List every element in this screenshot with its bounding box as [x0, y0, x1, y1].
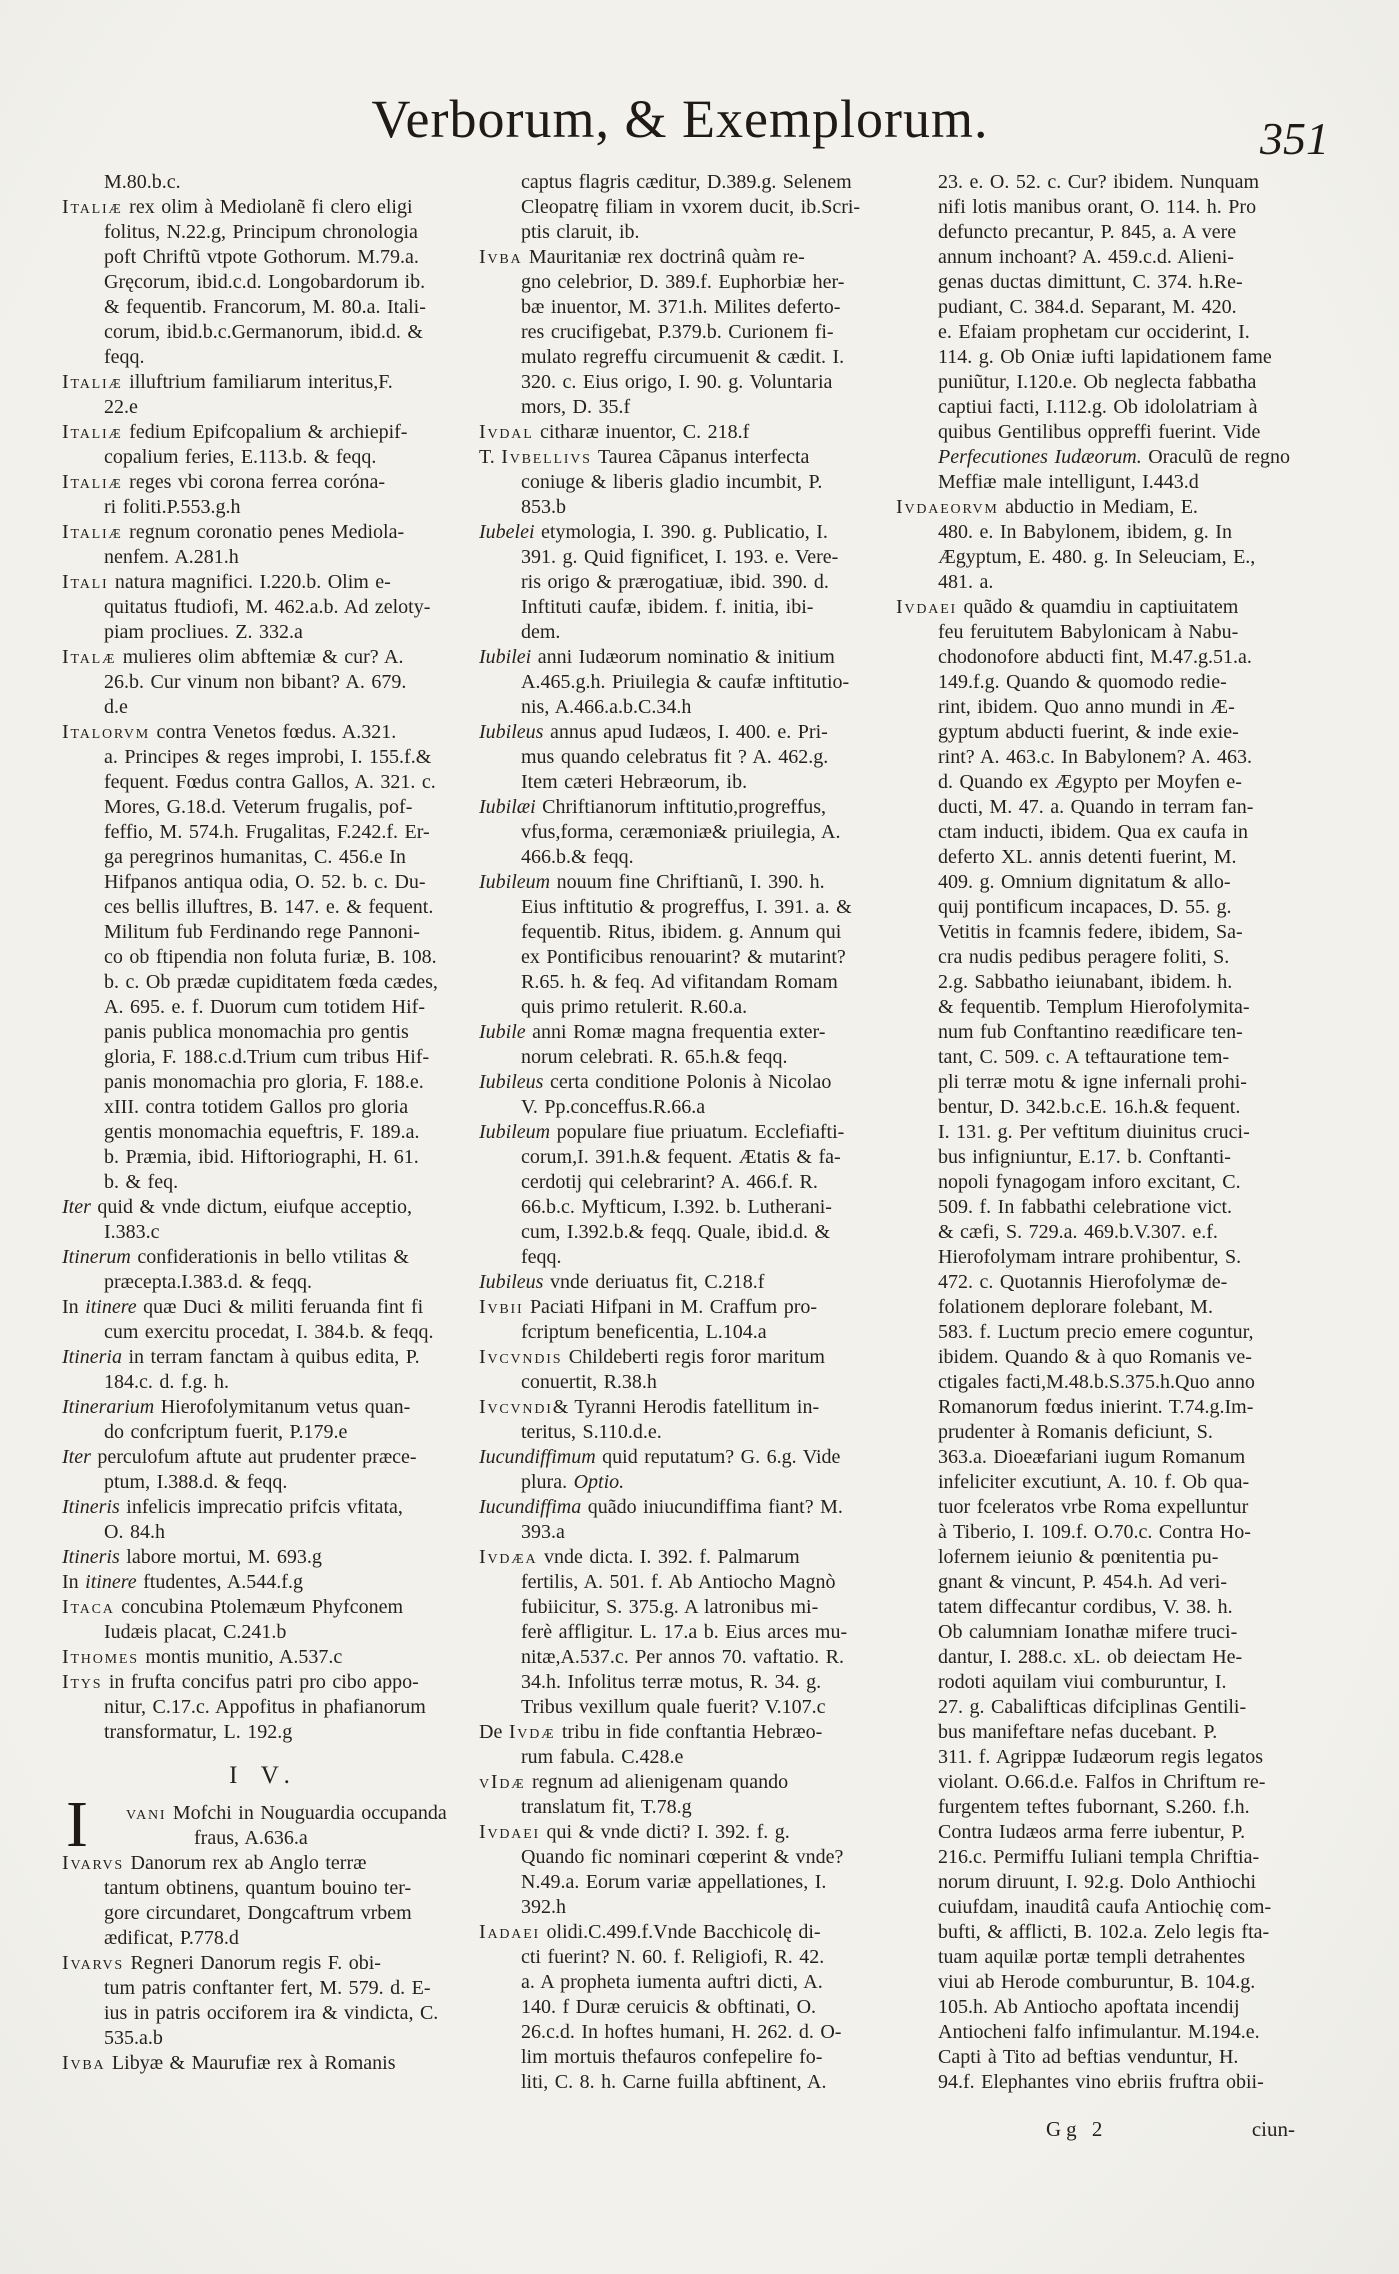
index-line: infeliciter excutiunt, A. 10. f. Ob qua- [938, 1471, 1250, 1493]
index-line: 34.h. Infolitus terræ motus, R. 34. g. [521, 1671, 822, 1693]
index-line: cra nudis pedibus peragere foliti, S. [938, 946, 1230, 968]
index-column-3 [896, 170, 1299, 2142]
index-line: captiui facti, I.112.g. Ob idololatriam à [938, 396, 1258, 418]
gathering-signature: Gg 2 [1046, 2117, 1108, 2141]
index-line: Itaca concubina Ptolemæum Phyfconem [62, 1596, 404, 1618]
index-line: 480. e. In Babylonem, ibidem, g. In [938, 521, 1232, 543]
index-line: Cleopatrę filiam in vxorem ducit, ib.Scri- [521, 196, 861, 218]
index-line: Itys in frufta concifus patri pro cibo appo- [62, 1671, 419, 1693]
small-caps-headword: Italiæ [62, 471, 123, 493]
italic-headword: Iubileus [479, 721, 544, 743]
index-line: mors, D. 35.f [521, 396, 631, 418]
index-line: copalium feries, E.113.b. & feqq. [104, 446, 377, 468]
index-line: Iubileus certa conditione Polonis à Nicolao [479, 1071, 832, 1093]
index-line: lim mortuis thefauros confepelire fo- [521, 2046, 823, 2068]
index-line: I.383.c [104, 1221, 160, 1243]
index-line: Ivdaei qui & vnde dicti? I. 392. f. g. [479, 1821, 790, 1843]
index-line: plura. Optio. [521, 1471, 625, 1493]
index-line: violant. O.66.d.e. Falfos in Chriftum re- [938, 1771, 1266, 1793]
index-column-2 [479, 170, 882, 2142]
small-caps-headword: Ivarvs [62, 1852, 124, 1874]
index-line: Iudæis placat, C.241.b [104, 1621, 287, 1643]
index-line: tant, C. 509. c. A teftauratione tem- [938, 1046, 1230, 1068]
index-line: 391. g. Quid fignificet, I. 193. e. Vere- [521, 546, 839, 568]
small-caps-headword: Itali [62, 571, 109, 593]
index-line: M.80.b.c. [104, 171, 181, 193]
index-line: Iubilei anni Iudæorum nominatio & initium [479, 646, 835, 668]
small-caps-headword: Ivdæa [479, 1546, 538, 1568]
index-line: ctam inducti, ibidem. Qua ex caufa in [938, 821, 1249, 843]
index-line: Tribus vexillum quale fuerit? V.107.c [521, 1696, 826, 1718]
index-line: Italiæ rex olim à Mediolanẽ fi clero eligi [62, 196, 413, 218]
index-line: Iucundiffimum quid reputatum? G. 6.g. Vide [479, 1446, 841, 1468]
index-line: 363.a. Dioeæfariani iugum Romanum [938, 1446, 1246, 1468]
index-line: gyptum abducti fuerint, & inde exie- [938, 721, 1239, 743]
index-line: bentur, D. 342.b.c.E. 16.h.& fequent. [938, 1096, 1241, 1118]
index-line: 184.c. d. f.g. h. [104, 1371, 230, 1393]
index-line: nis, A.466.a.b.C.34.h [521, 696, 692, 718]
index-line: feu feruitutem Babylonicam à Nabu- [938, 621, 1239, 643]
index-line: corum,I. 391.h.& fequent. Ætatis & fa- [521, 1146, 841, 1168]
index-line: In itinere quæ Duci & militi feruanda fint fi [62, 1296, 424, 1318]
index-line: conuertit, R.38.h [521, 1371, 657, 1393]
index-line: furgentem teftes fubornant, S.260. f.h. [938, 1796, 1250, 1818]
italic-headword: Iubelei [479, 521, 535, 543]
index-line: genas ductas dimittunt, C. 374. h.Re- [938, 271, 1243, 293]
index-line: 320. c. Eius origo, I. 90. g. Voluntaria [521, 371, 833, 393]
index-line: 23. e. O. 52. c. Cur? ibidem. Nunquam [938, 171, 1259, 193]
index-line: nenfem. A.281.h [104, 546, 239, 568]
index-line: Italiæ reges vbi corona ferrea coróna- [62, 471, 386, 493]
index-line: 392.h [521, 1896, 566, 1918]
index-line: tum patris conftanter fert, M. 579. d. E- [104, 1977, 431, 1999]
index-line: 114. g. Ob Oniæ iufti lapidationem fame [938, 346, 1272, 368]
index-line: A. 695. e. f. Duorum cum totidem Hif- [104, 996, 425, 1018]
index-line: ri foliti.P.553.g.h [104, 496, 241, 518]
index-line: Italiæ regnum coronatio penes Mediola- [62, 521, 405, 543]
index-line: cerdotij qui celebrarint? A. 466.f. R. [521, 1171, 818, 1193]
index-line: d.e [104, 696, 128, 718]
index-line: num fub Conftantino reædificare ten- [938, 1021, 1243, 1043]
small-caps-headword: Ivdaei [896, 596, 958, 618]
index-line: 535.a.b [104, 2027, 163, 2049]
index-line: 27. g. Cabalifticas difciplinas Gentili- [938, 1696, 1247, 1718]
index-line: 216.c. Permiffu Iuliani templa Chriftia- [938, 1846, 1260, 1868]
index-line: do confcriptum fuerit, P.179.e [104, 1421, 348, 1443]
catchword: ciun- [1251, 2117, 1295, 2141]
index-line: Ivdaei quãdo & quamdiu in captiuitatem [896, 596, 1239, 618]
index-line: ris origo & prærogatiuæ, ibid. 390. d. [521, 571, 829, 593]
index-line: gentis monomachia equeftris, F. 189.a. [104, 1121, 420, 1143]
index-line: annum inchoant? A. 459.c.d. Alieni- [938, 246, 1234, 268]
small-caps-headword: Ivcvndi [479, 1396, 553, 1418]
index-line: bufti, & afflicti, B. 102.a. Zelo legis fta- [938, 1921, 1270, 1943]
index-line: bus manifeftare nefas ducebant. P. [938, 1721, 1218, 1743]
italic-headword: Iubile [479, 1021, 526, 1043]
index-line: 409. g. Omnium dignitatum & allo- [938, 871, 1231, 893]
index-line: Capti à Tito ad beftias venduntur, H. [938, 2046, 1239, 2068]
small-caps-headword: Italiæ [62, 196, 123, 218]
index-line: e. Efaiam prophetam cur occiderint, I. [938, 321, 1250, 343]
small-caps-headword: Itys [62, 1671, 103, 1693]
index-line: Italorvm contra Venetos fœdus. A.321. [62, 721, 397, 743]
index-line: Iubileus vnde deriuatus fit, C.218.f [479, 1271, 765, 1293]
index-line: 472. c. Quotannis Hierofolymæ de- [938, 1271, 1228, 1293]
small-caps-headword: Italiæ [62, 371, 123, 393]
index-line: Iubileum nouum fine Chriftianũ, I. 390. h. [479, 871, 825, 893]
index-line: mus quando celebratus fit ? A. 462.g. [521, 746, 829, 768]
index-line: & fequentib. Templum Hierofolymita- [938, 996, 1250, 1018]
index-line: bæ inuentor, M. 371.h. Milites deferto- [521, 296, 841, 318]
italic-headword: Iubileus [479, 1071, 544, 1093]
index-line: 26.b. Cur vinum non bibant? A. 679. [104, 671, 407, 693]
small-caps-headword: Ivba [479, 246, 523, 268]
index-line: bus infigniuntur, E.17. b. Conftanti- [938, 1146, 1231, 1168]
index-line: Itinerum confiderationis in bello vtilitas & [62, 1246, 409, 1268]
small-caps-headword: Ivdaei [479, 1821, 541, 1843]
index-line: tantum obtinens, quantum bouino ter- [104, 1877, 412, 1899]
index-line: cti fuerint? N. 60. f. Religiofi, R. 42. [521, 1946, 825, 1968]
index-line: ces bellis illuftres, B. 147. e. & fequent. [104, 896, 434, 918]
index-line: ius in patris occiforem ira & vindicta, C. [104, 2002, 439, 2024]
index-text-block [62, 170, 1299, 2142]
index-line: quij pontificum incapaces, D. 55. g. [938, 896, 1232, 918]
index-line: nitæ,A.537.c. Per annos 70. vaftatio. R. [521, 1646, 845, 1668]
index-line: a. Principes & reges improbi, I. 155.f.& [104, 746, 432, 768]
index-line: Iadaei olidi.C.499.f.Vnde Bacchicolę di- [479, 1921, 821, 1943]
small-caps-headword: Ivba [62, 2052, 106, 2074]
index-line: Ob calumniam Ionathæ mifere truci- [938, 1621, 1238, 1643]
index-line: Ithomes montis munitio, A.537.c [62, 1646, 343, 1668]
index-line: fubiicitur, S. 375.g. A latronibus mi- [521, 1596, 819, 1618]
index-line: præcepta.I.383.d. & feqq. [104, 1271, 312, 1293]
index-line: Gręcorum, ibid.c.d. Longobardorum ib. [104, 271, 426, 293]
index-line: 481. a. [938, 571, 994, 593]
italic-headword: Itineris [62, 1496, 120, 1518]
index-line: 94.f. Elephantes vino ebriis fruftra obii- [938, 2071, 1264, 2093]
index-line: co ob ftipendia non foluta furiæ, B. 108. [104, 946, 437, 968]
italic-headword: Perfecutiones Iudæorum. [938, 446, 1142, 468]
italic-headword: Itineria [62, 1346, 122, 1368]
italic-headword: Iubilæi [479, 796, 536, 818]
index-line: T. Ivbellivs Taurea Cãpanus interfecta [479, 446, 810, 468]
index-line: Ivba Libyæ & Maurufiæ rex à Romanis [62, 2052, 396, 2074]
italic-headword: Iubileum [479, 1121, 551, 1143]
index-line: Iubilæi Chriftianorum inftitutio,progreffus, [479, 796, 827, 818]
italic-headword: Optio. [573, 1471, 625, 1493]
index-line: ædificat, P.778.d [104, 1927, 239, 1949]
page-number: 351 [1260, 113, 1329, 164]
index-line: 105.h. Ab Antiocho apoftata incendij [938, 1996, 1240, 2018]
small-caps-headword: Ithomes [62, 1646, 139, 1668]
index-line: d. Quando ex Ægypto per Moyfen e- [938, 771, 1242, 793]
index-line: A.465.g.h. Priuilegia & caufæ inftitutio- [521, 671, 850, 693]
index-line: tuam aquilæ portæ templi detrahentes [938, 1946, 1246, 1968]
index-line: folationem deplorare folebant, M. [938, 1296, 1213, 1318]
index-line: & cæfi, S. 729.a. 469.b.V.307. e.f. [938, 1221, 1218, 1243]
index-line: Itali natura magnifici. I.220.b. Olim e- [62, 571, 391, 593]
index-line: Ivdaeorvm abductio in Mediam, E. [896, 496, 1198, 518]
index-line: Iter perculofum aftute aut prudenter præce- [62, 1446, 417, 1468]
index-line: rint, ibidem. Quo anno mundi in Æ- [938, 696, 1235, 718]
index-line: mulato regreffu circumuenit & cædit. I. [521, 346, 845, 368]
index-line: 311. f. Agrippæ Iudæorum regis legatos [938, 1746, 1264, 1768]
index-line: & fequentib. Francorum, M. 80.a. Itali- [104, 296, 426, 318]
index-line: prudenter à Romanis deficiunt, S. [938, 1421, 1213, 1443]
index-line: 149.f.g. Quando & quomodo redie- [938, 671, 1227, 693]
italic-headword: Iucundiffima [479, 1496, 582, 1518]
index-line: translatum fit, T.78.g [521, 1796, 692, 1818]
index-line: 466.b.& feqq. [521, 846, 634, 868]
index-line: Vetitis in fcamnis federe, ibidem, Sa- [938, 921, 1243, 943]
small-caps-headword: vIdæ [479, 1771, 526, 1793]
index-line: liti, C. 8. h. Carne fuilla abftinent, A. [521, 2071, 827, 2093]
index-line: ptum, I.388.d. & feqq. [104, 1471, 288, 1493]
section-heading: I V. [229, 1762, 298, 1789]
index-line: quibus Gentilibus oppreffi fuerint. Vide [938, 421, 1261, 443]
index-line: Antiocheni falfo infimulantur. M.194.e. [938, 2021, 1260, 2043]
index-line: norum celebrati. R. 65.h.& feqq. [521, 1046, 788, 1068]
index-line: tuor fceleratos vrbe Roma expelluntur [938, 1496, 1249, 1518]
index-line: V. Pp.conceffus.R.66.a [521, 1096, 706, 1118]
index-line: fcriptum beneficentia, L.104.a [521, 1321, 767, 1343]
index-line: Itineris infelicis imprecatio prifcis vfitata, [62, 1496, 403, 1518]
index-line: nitur, C.17.c. Appofitus in phafianorum [104, 1696, 426, 1718]
small-caps-headword: Ivbellivs [501, 446, 592, 468]
index-line: vfus,forma, ceræmoniæ& priuilegia, A. [521, 821, 841, 843]
index-line: 140. f Duræ ceruicis & obftinati, O. [521, 1996, 817, 2018]
index-line: chodonofore abducti fint, M.47.g.51.a. [938, 646, 1252, 668]
index-line: ibidem. Quando & à quo Romanis ve- [938, 1346, 1252, 1368]
index-line: poft Chriftũ vtpote Gothorum. M.79.a. [104, 246, 419, 268]
small-caps-headword: Ivdal [479, 421, 534, 443]
index-line: De Ivdæ tribu in fide conftantia Hebræo- [479, 1721, 823, 1743]
italic-headword: Iter [62, 1196, 91, 1218]
small-caps-headword: Italorvm [62, 721, 151, 743]
small-caps-headword: Ivdæ [508, 1721, 556, 1743]
italic-headword: Iubileum [479, 871, 551, 893]
index-line: Iter quid & vnde dictum, eiufque acceptio, [62, 1196, 413, 1218]
index-line: Quando fic nominari cœperint & vnde? [521, 1846, 844, 1868]
index-line: Militum fub Ferdinando rege Pannoni- [104, 921, 420, 943]
small-caps-headword: Ivarvs [62, 1952, 124, 1974]
index-line: Ivba Mauritaniæ rex doctrinâ quàm re- [479, 246, 805, 268]
index-line: xIII. contra totidem Gallos pro gloria [104, 1096, 409, 1118]
index-line: fequentib. Ritus, ibidem. g. Annum qui [521, 921, 842, 943]
index-line: panis publica monomachia pro gentis [104, 1021, 409, 1043]
index-line: panis monomachia pro gloria, F. 188.e. [104, 1071, 424, 1093]
index-line: gno celebrior, D. 389.f. Euphorbiæ her- [521, 271, 845, 293]
index-line: Item cæteri Hebræorum, ib. [521, 771, 748, 793]
index-line: cum, I.392.b.& feqq. Quale, ibid.d. & [521, 1221, 831, 1243]
index-line: 583. f. Luctum precio emere coguntur, [938, 1321, 1254, 1343]
index-line: R.65. h. & feq. Ad vifitandam Romam [521, 971, 838, 993]
index-line: Ivcvndis Childeberti regis foror maritum [479, 1346, 825, 1368]
index-line: a. A propheta iumenta auftri dicti, A. [521, 1971, 823, 1993]
italic-headword: itinere [85, 1571, 137, 1593]
index-line: Ægyptum, E. 480. g. In Seleuciam, E., [938, 546, 1256, 568]
small-caps-headword: Italæ [62, 646, 117, 668]
index-line: 853.b [521, 496, 566, 518]
index-line: b. & feq. [104, 1171, 179, 1193]
index-line: I. 131. g. Per veftitum diuinitus cruci- [938, 1121, 1250, 1143]
index-line: folitus, N.22.g, Principum chronologia [104, 221, 418, 243]
index-line: Ivdal citharæ inuentor, C. 218.f [479, 421, 750, 443]
index-line: ducti, M. 47. a. Quando in terram fan- [938, 796, 1254, 818]
index-line: Iubileus annus apud Iudæos, I. 400. e. Pri- [479, 721, 828, 743]
index-line: Ivbii Paciati Hifpani in M. Craffum pro- [479, 1296, 818, 1318]
index-line: ptis claruit, ib. [521, 221, 640, 243]
index-line: feqq. [104, 346, 145, 368]
index-line: 509. f. In fabbathi celebratione vict. [938, 1196, 1233, 1218]
index-line: rodoti aquilam viui comburuntur, I. [938, 1671, 1227, 1693]
index-line: b. c. Ob prædæ cupiditatem fœda cædes, [104, 971, 438, 993]
index-line: quis primo retulerit. R.60.a. [521, 996, 748, 1018]
index-line: In itinere ftudentes, A.544.f.g [62, 1571, 303, 1593]
index-line: à Tiberio, I. 109.f. O.70.c. Contra Ho- [938, 1521, 1251, 1543]
index-line: cuiufdam, inauditâ caufa Antiochię com- [938, 1896, 1272, 1918]
index-line: ex Pontificibus renouarint? & mutarint? [521, 946, 846, 968]
index-line: Italiæ illuftrium familiarum interitus,F. [62, 371, 393, 393]
index-line: Mores, G.18.d. Veterum frugalis, pof- [104, 796, 413, 818]
index-line: Ivdæa vnde dicta. I. 392. f. Palmarum [479, 1546, 800, 1568]
index-line: rint? A. 463.c. In Babylonem? A. 463. [938, 746, 1252, 768]
index-line: vIdæ regnum ad alienigenam quando [479, 1771, 789, 1793]
running-title: Verborum, & Exemplorum. [371, 89, 989, 149]
index-line: ga peregrinos humanitas, C. 456.e In [104, 846, 406, 868]
index-line: 66.b.c. Myfticum, I.392. b. Lutherani- [521, 1196, 832, 1218]
index-line: corum, ibid.b.c.Germanorum, ibid.d. & [104, 321, 423, 343]
index-line: transformatur, L. 192.g [104, 1721, 293, 1743]
index-line: Hierofolymam intrare prohibentur, S. [938, 1246, 1242, 1268]
index-line: 393.a [521, 1521, 565, 1543]
index-line: I vani Mofchi in Nouguardia occupanda [66, 1788, 447, 1861]
index-line: dem. [521, 621, 561, 643]
index-line: N.49.a. Eorum variæ appellationes, I. [521, 1871, 827, 1893]
index-line: norum diruunt, I. 92.g. Dolo Anthiochi [938, 1871, 1257, 1893]
index-line: Itineris labore mortui, M. 693.g [62, 1546, 322, 1568]
index-line: fraus, A.636.a [194, 1827, 308, 1849]
index-line: Ivarvs Danorum rex ab Anglo terræ [62, 1852, 367, 1874]
index-line: dantur, I. 288.c. xL. ob deiectam He- [938, 1646, 1243, 1668]
italic-headword: Iter [62, 1446, 91, 1468]
index-line: Italæ mulieres olim abftemiæ & cur? A. [62, 646, 404, 668]
small-caps-headword: Italiæ [62, 421, 123, 443]
index-line: Meffiæ male intelligunt, I.443.d [938, 471, 1199, 493]
index-line: teritus, S.110.d.e. [521, 1421, 662, 1443]
index-line: b. Præmia, ibid. Hiftoriographi, H. 61. [104, 1146, 419, 1168]
index-line: Ivarvs Regneri Danorum regis F. obi- [62, 1952, 381, 1974]
index-line: tatem diffecantur cordibus, V. 38. h. [938, 1596, 1233, 1618]
index-line: O. 84.h [104, 1521, 165, 1543]
index-line: captus flagris cæditur, D.389.g. Selenem [521, 171, 852, 193]
small-caps-headword: Italiæ [62, 521, 123, 543]
italic-headword: Itineris [62, 1546, 120, 1568]
italic-headword: Iucundiffimum [479, 1446, 596, 1468]
index-line: gnant & vincunt, P. 454.h. Ad veri- [938, 1571, 1227, 1593]
index-line: Iubile anni Romæ magna frequentia exter- [479, 1021, 826, 1043]
index-line: Iubelei etymologia, I. 390. g. Publicatio, I. [479, 521, 828, 543]
index-line: quitatus ftudiofi, M. 462.a.b. Ad zeloty- [104, 596, 431, 618]
index-line: piam procliues. Z. 332.a [104, 621, 303, 643]
italic-headword: itinere [85, 1296, 137, 1318]
index-line: Romanorum fœdus inierint. T.74.g.Im- [938, 1396, 1254, 1418]
italic-headword: Iubileus [479, 1271, 544, 1293]
index-line: feqq. [521, 1246, 562, 1268]
index-line: lofernem ieiunio & pœnitentia pu- [938, 1546, 1219, 1568]
italic-headword: Itinerarium [62, 1396, 155, 1418]
index-line: Itinerarium Hierofolymitanum vetus quan- [62, 1396, 411, 1418]
small-caps-headword: Iadaei [479, 1921, 541, 1943]
index-line: gloria, F. 188.c.d.Trium cum tribus Hif- [104, 1046, 430, 1068]
index-line: Itineria in terram fanctam à quibus edita, P. [62, 1346, 420, 1368]
signature-row [896, 2117, 1299, 2142]
index-line: cum exercitu procedat, I. 384.b. & feqq. [104, 1321, 434, 1343]
italic-headword: Iubilei [479, 646, 532, 668]
small-caps-headword: Ivdaeorvm [896, 496, 999, 518]
index-line: Contra Iudæos arma ferre iubentur, P. [938, 1821, 1246, 1843]
index-line: feffio, M. 574.h. Frugalitas, F.242.f. Er- [104, 821, 430, 843]
italic-headword: Itinerum [62, 1246, 131, 1268]
index-line: fequent. Fœdus contra Gallos, A. 321. c. [104, 771, 436, 793]
index-line: Iucundiffima quãdo iniucundiffima fiant? M. [479, 1496, 843, 1518]
small-caps-headword: Itaca [62, 1596, 115, 1618]
index-line: Eius inftitutio & progreffus, I. 391. a. & [521, 896, 852, 918]
index-line: Inftituti caufæ, ibidem. f. initia, ibi- [521, 596, 814, 618]
small-caps-headword: Ivbii [479, 1296, 524, 1318]
index-line: puniũtur, I.120.e. Ob neglecta fabbatha [938, 371, 1257, 393]
index-line: defuncto precantur, P. 845, a. A vere [938, 221, 1237, 243]
index-line: pudiant, C. 384.d. Separant, M. 420. [938, 296, 1237, 318]
index-line: nopoli fynagogam inforo excitant, C. [938, 1171, 1241, 1193]
index-line: Italiæ fedium Epifcopalium & archiepif- [62, 421, 408, 443]
index-line: ctigales facti,M.48.b.S.375.h.Quo anno [938, 1371, 1255, 1393]
index-line: fertilis, A. 501. f. Ab Antiocho Magnò [521, 1571, 836, 1593]
index-line: nifi lotis manibus orant, O. 114. h. Pro [938, 196, 1257, 218]
index-column-1 [62, 170, 465, 2142]
index-line: res crucifigebat, P.379.b. Curionem fi- [521, 321, 834, 343]
index-line: Iubileum populare fiue priuatum. Ecclefiafti- [479, 1121, 845, 1143]
small-caps-headword: Ivcvndis [479, 1346, 563, 1368]
index-line: deferto XL. annis detenti fuerint, M. [938, 846, 1237, 868]
index-line: ferè affligitur. L. 17.a b. Eius arces mu- [521, 1621, 848, 1643]
small-caps-headword: vani [126, 1802, 167, 1824]
index-line: 26.c.d. In hoftes humani, H. 262. d. O- [521, 2021, 842, 2043]
index-line: viui ab Herode comburuntur, B. 104.g. [938, 1971, 1256, 1993]
index-line: Ivcvndi& Tyranni Herodis fatellitum in- [479, 1396, 820, 1418]
index-line: gore circundaret, Dongcaftrum vrbem [104, 1902, 412, 1924]
index-line: pli terræ motu & igne infernali prohi- [938, 1071, 1247, 1093]
index-line: 22.e [104, 396, 138, 418]
index-line: Hifpanos antiqua odia, O. 52. b. c. Du- [104, 871, 426, 893]
index-line: Perfecutiones Iudæorum. Oraculũ de regno [938, 446, 1291, 468]
index-line: 2.g. Sabbatho ieiunabant, ibidem. h. [938, 971, 1233, 993]
drop-cap: I [66, 1788, 88, 1861]
index-line: coniuge & liberis gladio incumbit, P. [521, 471, 823, 493]
index-line: rum fabula. C.428.e [521, 1746, 684, 1768]
